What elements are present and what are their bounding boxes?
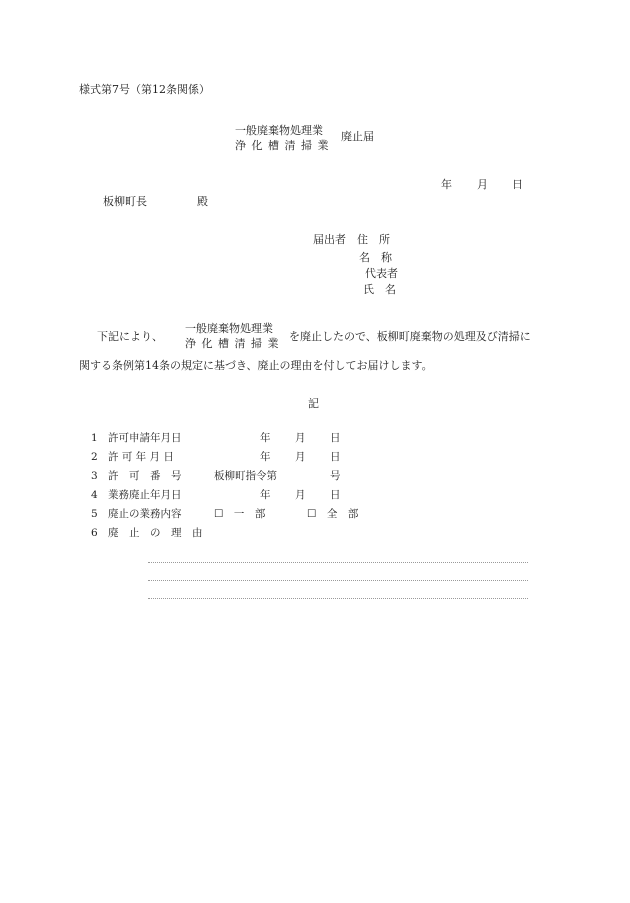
item-label: 許 可 番 号 (108, 470, 182, 482)
body-suffix: を廃止したので、板柳町廃棄物の処理及び清掃に (289, 330, 531, 343)
form-label: 様式第7号（第12条関係） (79, 83, 210, 96)
item-year: 年 (260, 451, 271, 463)
ki-heading: 記 (308, 397, 319, 410)
applicant-representative: 代表者 (365, 267, 398, 280)
applicant-personal-name: 氏 名 (363, 283, 396, 296)
body-prefix: 下記により、 (97, 330, 163, 343)
item-number: 5 (91, 508, 98, 520)
date-day: 日 (512, 178, 523, 191)
applicant-address: 住 所 (357, 233, 390, 246)
item-label: 許可申請年月日 (108, 432, 182, 444)
permit-number-prefix: 板柳町指令第 (214, 470, 277, 482)
body-option-2: 浄 化 槽 清 掃 業 (185, 337, 280, 350)
item-label: 許 可 年 月 日 (108, 451, 174, 463)
item-label: 業務廃止年月日 (108, 489, 182, 501)
item-number: 2 (91, 451, 98, 463)
item-number: 6 (91, 527, 98, 539)
body-option-1: 一般廃棄物処理業 (185, 322, 273, 335)
title-suffix: 廃止届 (341, 130, 374, 143)
reason-line[interactable] (148, 598, 528, 599)
permit-number-suffix: 号 (330, 470, 341, 482)
reason-line[interactable] (148, 580, 528, 581)
applicant-name-label: 名 称 (359, 251, 392, 264)
item-month: 月 (295, 451, 306, 463)
item-day: 日 (330, 432, 341, 444)
item-month: 月 (295, 489, 306, 501)
reason-line[interactable] (148, 562, 528, 563)
checkbox-partial[interactable]: ☐ 一 部 (214, 508, 266, 520)
applicant-label: 届出者 (313, 233, 346, 246)
title-option-2: 浄 化 槽 清 掃 業 (235, 139, 330, 152)
item-month: 月 (295, 432, 306, 444)
item-label: 廃止の業務内容 (108, 508, 182, 520)
addressee-honorific: 殿 (197, 195, 208, 208)
item-day: 日 (330, 489, 341, 501)
item-number: 4 (91, 489, 98, 501)
item-number: 1 (91, 432, 98, 444)
addressee-name: 板柳町長 (103, 195, 147, 208)
date-year: 年 (441, 178, 452, 191)
item-number: 3 (91, 470, 98, 482)
item-year: 年 (260, 432, 271, 444)
item-year: 年 (260, 489, 271, 501)
title-option-1: 一般廃棄物処理業 (235, 124, 323, 137)
body-line-2: 関する条例第14条の規定に基づき、廃止の理由を付してお届けします。 (79, 359, 433, 372)
item-label: 廃 止 の 理 由 (108, 527, 203, 539)
checkbox-full[interactable]: ☐ 全 部 (307, 508, 359, 520)
date-month: 月 (477, 178, 488, 191)
item-day: 日 (330, 451, 341, 463)
